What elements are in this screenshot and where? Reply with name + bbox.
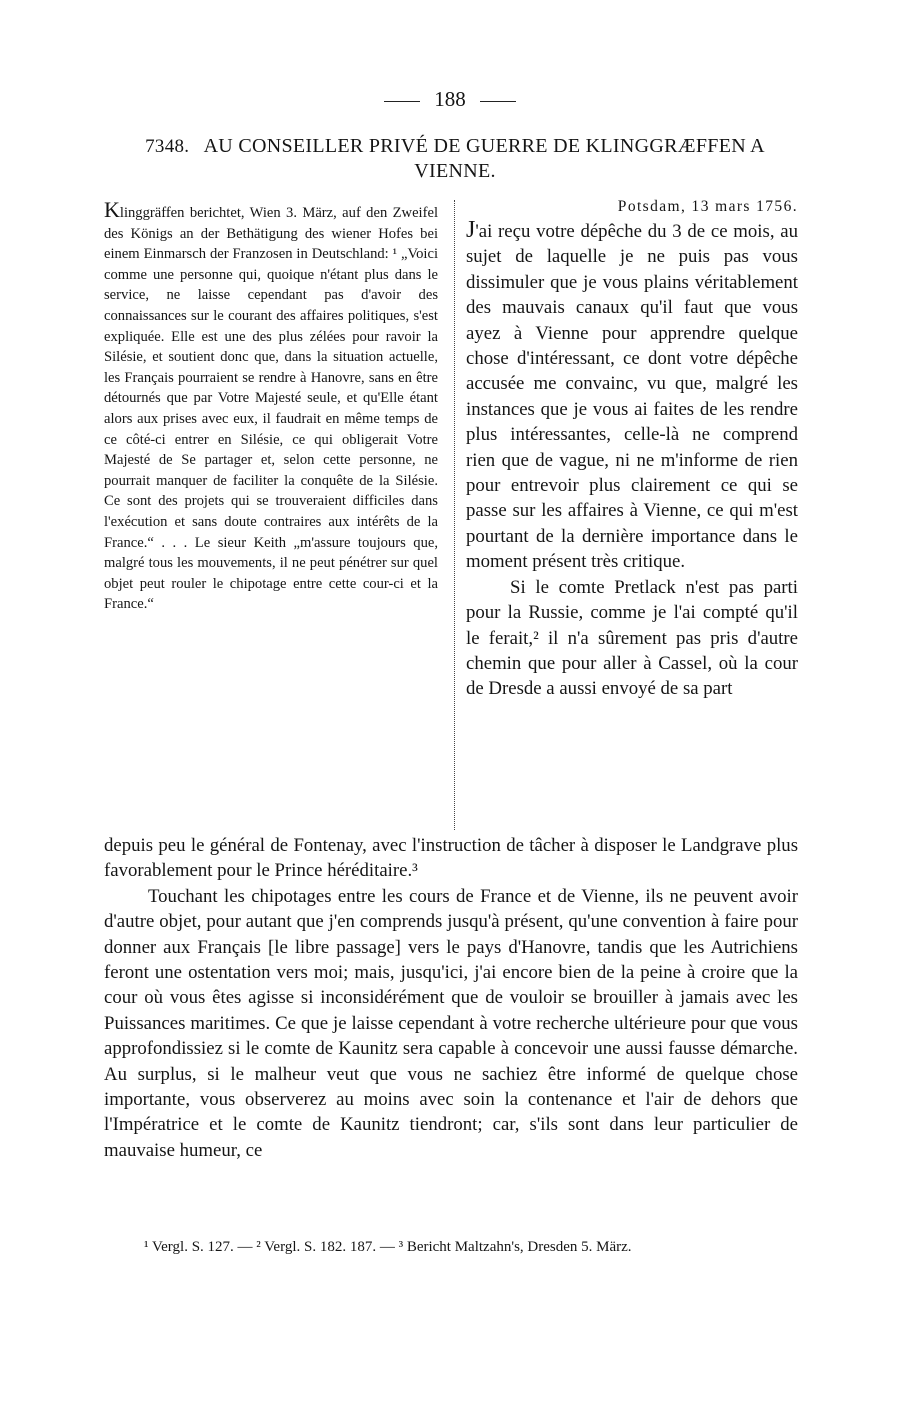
letter-column [466,196,798,702]
letter-title: AU CONSEILLER PRIVÉ DE GUERRE DE KLINGGRÆFFEN A VIENNE. [203,135,765,182]
letter-paragraph-1-text: 'ai reçu votre dépêche du 3 de ce mois, au sujet de laquelle je ne puis pas vous dissimuler que je vous plains véritablement des mauvais canaux qu'il faut que vous ayez à Vienne pour apprendre quelque chose d'intéressant, ce dont votre dépêche accusée me convainc, vu que, malgré les instances que je vous ai faites de les rendre plus intéressantes, celle-là ne comprend rien que de vague, ni ne m'informe de rien pour entrevoir plus clairement ce qui se passe sur les affaires à Vienne, ce qui m'est pourtant de la dernière importance dans le moment présent très critique. [466,221,798,573]
full-width-body [104,833,798,1163]
page-number-left-rule [384,101,420,102]
letter-initial: J [466,217,476,243]
letter-heading [140,134,770,184]
summary-text: linggräffen berichtet, Wien 3. März, auf den Zweifel des Königs an der Bethätigung des wiener Hofes bei einem Einmarsch der Franzosen in Deutschland: ¹ „Voici comme une personne qui, quoique n'étant plus dans le service, ne laisse cependant pas d'avoir des connaissances sur le courant des affaires politiques, s'est expliquée. Elle est une des plus zélées pour ravoir la Silésie, et soutient donc que, dans la situation actuelle, les Français pourraient se rendre à Hanovre, sans en être détournés que par Votre Majesté seule, et qu'Elle étant alors aux prises avec eux, il faudrait en même temps de ce côté-ci entrer en Silésie, ce qui obligerait Votre Majesté de Se partager et, selon cette personne, ne pourrait manquer de faciliter la conquête de la Silésie. Ce sont des projets qui se trouveraient difficiles dans l'exécution et sans doute contraires aux intérêts de la France.“ . . . Le sieur Keith „m'assure toujours que, malgré tous les mouvements, il ne peut pénétrer sur quel objet peut rouler le chipotage entre cette cour-ci et la France.“ [104,205,438,613]
footnote-text: ¹ Vergl. S. 127. — ² Vergl. S. 182. 187. — ³ Bericht Maltzahn's, Dresden 5. März. [144,1239,632,1255]
letter-paragraph-1 [466,218,798,575]
page-number [0,86,900,112]
summary-column [104,197,438,615]
column-divider [454,200,455,830]
page-number-right-rule [480,101,516,102]
dateline: Potsdam, 13 mars 1756. [617,198,798,215]
letter-paragraph-2-start: Si le comte Pretlack n'est pas parti pour la Russie, comme je l'ai compté qu'il le ferait,² il n'a sûrement pas pris d'autre chemin que pour aller à Cassel, où la cour de Dresde a aussi envoyé de sa part [466,576,798,700]
letter-paragraph-2-end: depuis peu le général de Fontenay, avec l'instruction de tâcher à disposer le Landgrave plus favorablement pour le Prince héréditaire.³ [104,835,798,882]
letter-paragraph-3: Touchant les chipotages entre les cours de France et de Vienne, ils ne peuvent avoir d'autre objet, pour autant que j'en comprends jusqu'à présent, qu'une convention à faire pour donner aux Français [le libre passage] vers le pays d'Hanovre, tandis que les Autrichiens feront une ostentation vers moi; mais, jusqu'ici, j'ai encore bien de la peine à croire que la cour où vous êtes agisse si inconsidérément que de vouloir se brouiller à jamais avec les Puissances maritimes. Ce que je laisse cependant à votre recherche ultérieure pour que vous approfondissiez si le comte de Kaunitz sera capable à concevoir une aussi fausse démarche. Au surplus, si le malheur veut que vous ne sachiez être informé de quelque chose importante, vous observerez au moins avec soin la contenance et l'air de dehors que l'Impératrice et le comte de Kaunitz tiendront; car, s'ils sont dans leur particulier de mauvaise humeur, ce [104,885,798,1161]
letter-number: 7348. [145,136,190,157]
footnotes [104,1236,798,1258]
page-number-text: 188 [434,87,466,111]
summary-initial: K [104,197,120,222]
